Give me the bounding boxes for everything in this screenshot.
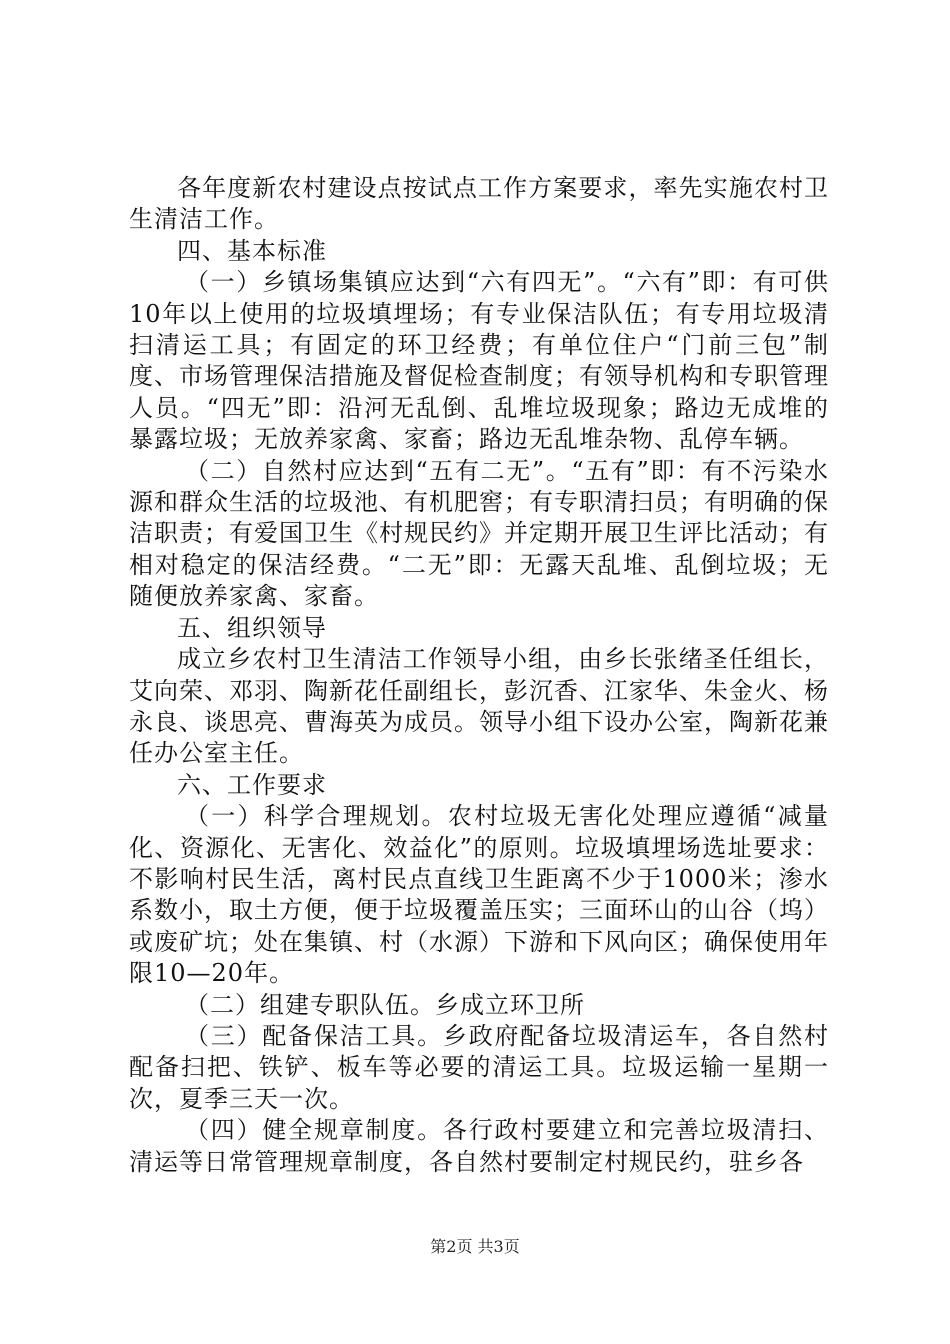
heading-basic-standards: 四、基本标准: [177, 236, 327, 265]
page-number-footer: 第2页 共3页: [430, 1237, 520, 1256]
paragraph-rules: （四）健全规章制度。各行政村要建立和完善垃圾清扫、清运等日常管理规章制度，各自然村要制定村规民约，驻乡各: [129, 1116, 829, 1176]
paragraph-tools: （三）配备保洁工具。乡政府配备垃圾清运车，各自然村配备扫把、铁铲、板车等必要的清运工具。垃圾运输一星期一次，夏季三天一次。: [129, 1021, 829, 1113]
paragraph-village-standard: （二）自然村应达到“五有二无”。“五有”即：有不污染水源和群众生活的垃圾池、有机肥窖；有专职清扫员；有明确的保洁职责；有爱国卫生《村规民约》并定期开展卫生评比活动；有相对稳定的保洁经费。“二无”即：无露天乱堆、乱倒垃圾；无随便放养家禽、家畜。: [129, 456, 829, 611]
heading-work-requirements: 六、工作要求: [177, 770, 327, 799]
paragraph-town-standard: （一）乡镇场集镇应达到“六有四无”。“六有”即：有可供10年以上使用的垃圾填埋场；有专业保洁队伍；有专用垃圾清扫清运工具；有固定的环卫经费；有单位住户“门前三包”制度、市场管理保洁措施及督促检查制度；有领导机构和专职管理人员。“四无”即：沿河无乱倒、乱堆垃圾现象；路边无成堆的暴露垃圾；无放养家禽、家畜；路边无乱堆杂物、乱停车辆。: [129, 268, 829, 454]
paragraph-leadership: 成立乡农村卫生清洁工作领导小组，由乡长张绪圣任组长，艾向荣、邓羽、陶新花任副组长，彭沉香、江家华、朱金火、杨永良、谈思亮、曹海英为成员。领导小组下设办公室，陶新花兼任办公室主任。: [129, 645, 829, 768]
heading-leadership: 五、组织领导: [177, 613, 327, 642]
paragraph-intro: 各年度新农村建设点按试点工作方案要求，率先实施农村卫生清洁工作。: [129, 174, 829, 234]
paragraph-team: （二）组建专职队伍。乡成立环卫所: [185, 990, 585, 1019]
document-body: [129, 173, 829, 1178]
paragraph-planning: （一）科学合理规划。农村垃圾无害化处理应遵循“减量化、资源化、无害化、效益化”的原则。垃圾填埋场选址要求：不影响村民生活，离村民点直线卫生距离不少于1000米；渗水系数小，取土方便，便于垃圾覆盖压实；三面环山的山谷（坞）或废矿坑；处在集镇、村（水源）下游和下风向区；确保使用年限10—20年。: [129, 802, 829, 988]
